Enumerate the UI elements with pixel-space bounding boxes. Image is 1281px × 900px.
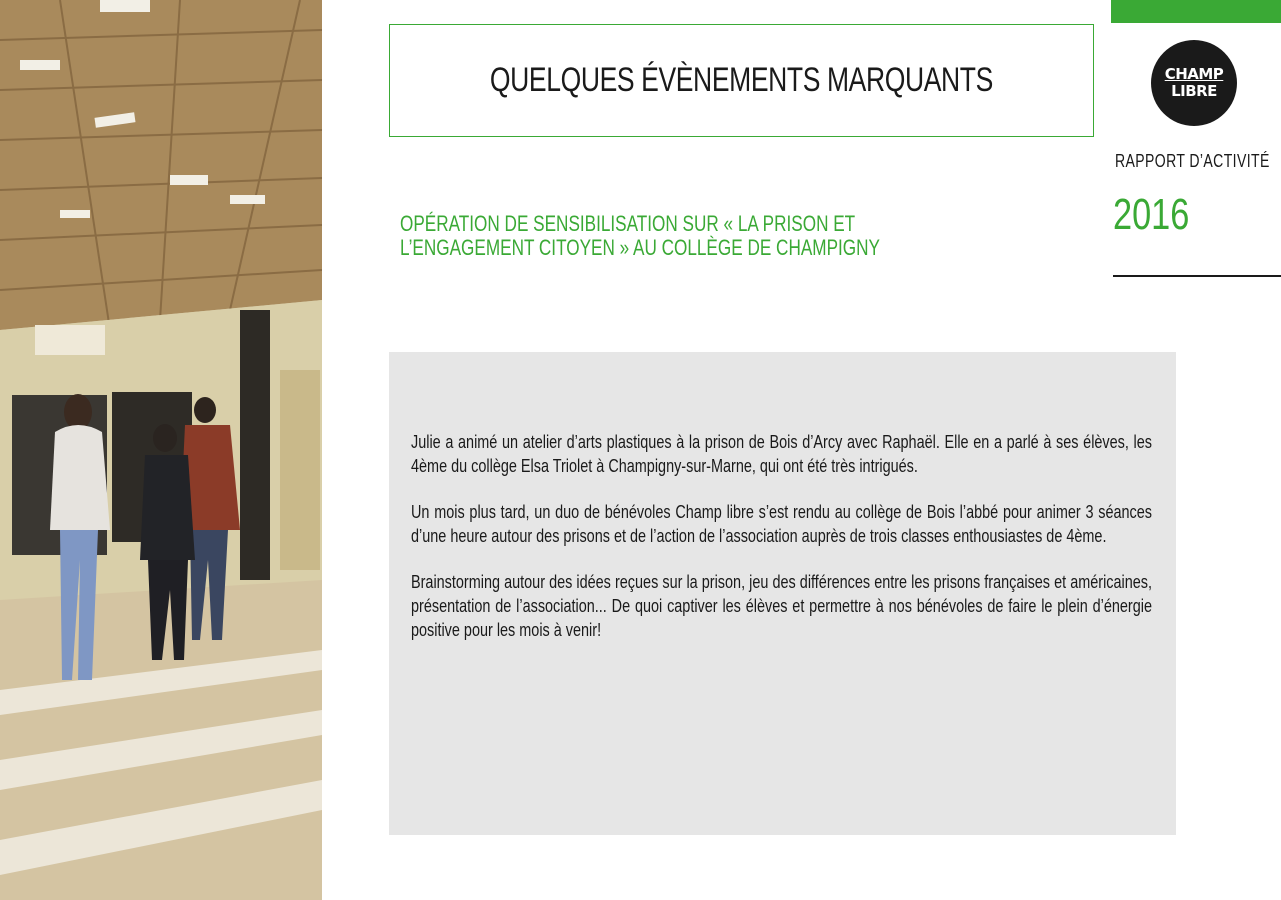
divider xyxy=(1113,275,1281,277)
paragraph: Un mois plus tard, un duo de bénévoles Champ libre s’est rendu au collège de Bois l’abbé pour animer 3 séances d’une heure autour des prisons et de l’action de l’association auprès de trois classes enthousiastes de 4ème. xyxy=(411,501,1152,546)
paragraph: Julie a animé un atelier d’arts plastiques à la prison de Bois d’Arcy avec Raphaël. Elle en a parlé à ses élèves, les 4ème du collège Elsa Triolet à Champigny-sur-Marne, qui ont été très intrigués. xyxy=(411,431,1152,476)
page-title: QUELQUES ÉVÈNEMENTS MARQUANTS xyxy=(490,61,993,99)
hallway-photo xyxy=(0,0,322,900)
green-accent-bar xyxy=(1111,0,1281,23)
panel-body xyxy=(411,430,1152,664)
logo-line-1: CHAMP xyxy=(1164,65,1224,83)
report-label: RAPPORT D’ACTIVITÉ xyxy=(1115,151,1270,171)
champ-libre-logo xyxy=(1151,40,1237,126)
report-year: 2016 xyxy=(1113,190,1190,239)
section-subtitle: OPÉRATION DE SENSIBILISATION SUR « LA PRISON ET L’ENGAGEMENT CITOYEN » AU COLLÈGE DE CHAMPIGNY xyxy=(400,211,880,260)
paragraph: Brainstorming autour des idées reçues sur la prison, jeu des différences entre les prisons françaises et américaines, présentation de l’association... De quoi captiver les élèves et permettre à nos bénévoles de faire le plein d’énergie positive pour les mois à venir! xyxy=(411,571,1152,640)
text-panel xyxy=(389,352,1176,835)
logo-line-2: LIBRE xyxy=(1171,82,1217,100)
title-box xyxy=(389,24,1094,137)
